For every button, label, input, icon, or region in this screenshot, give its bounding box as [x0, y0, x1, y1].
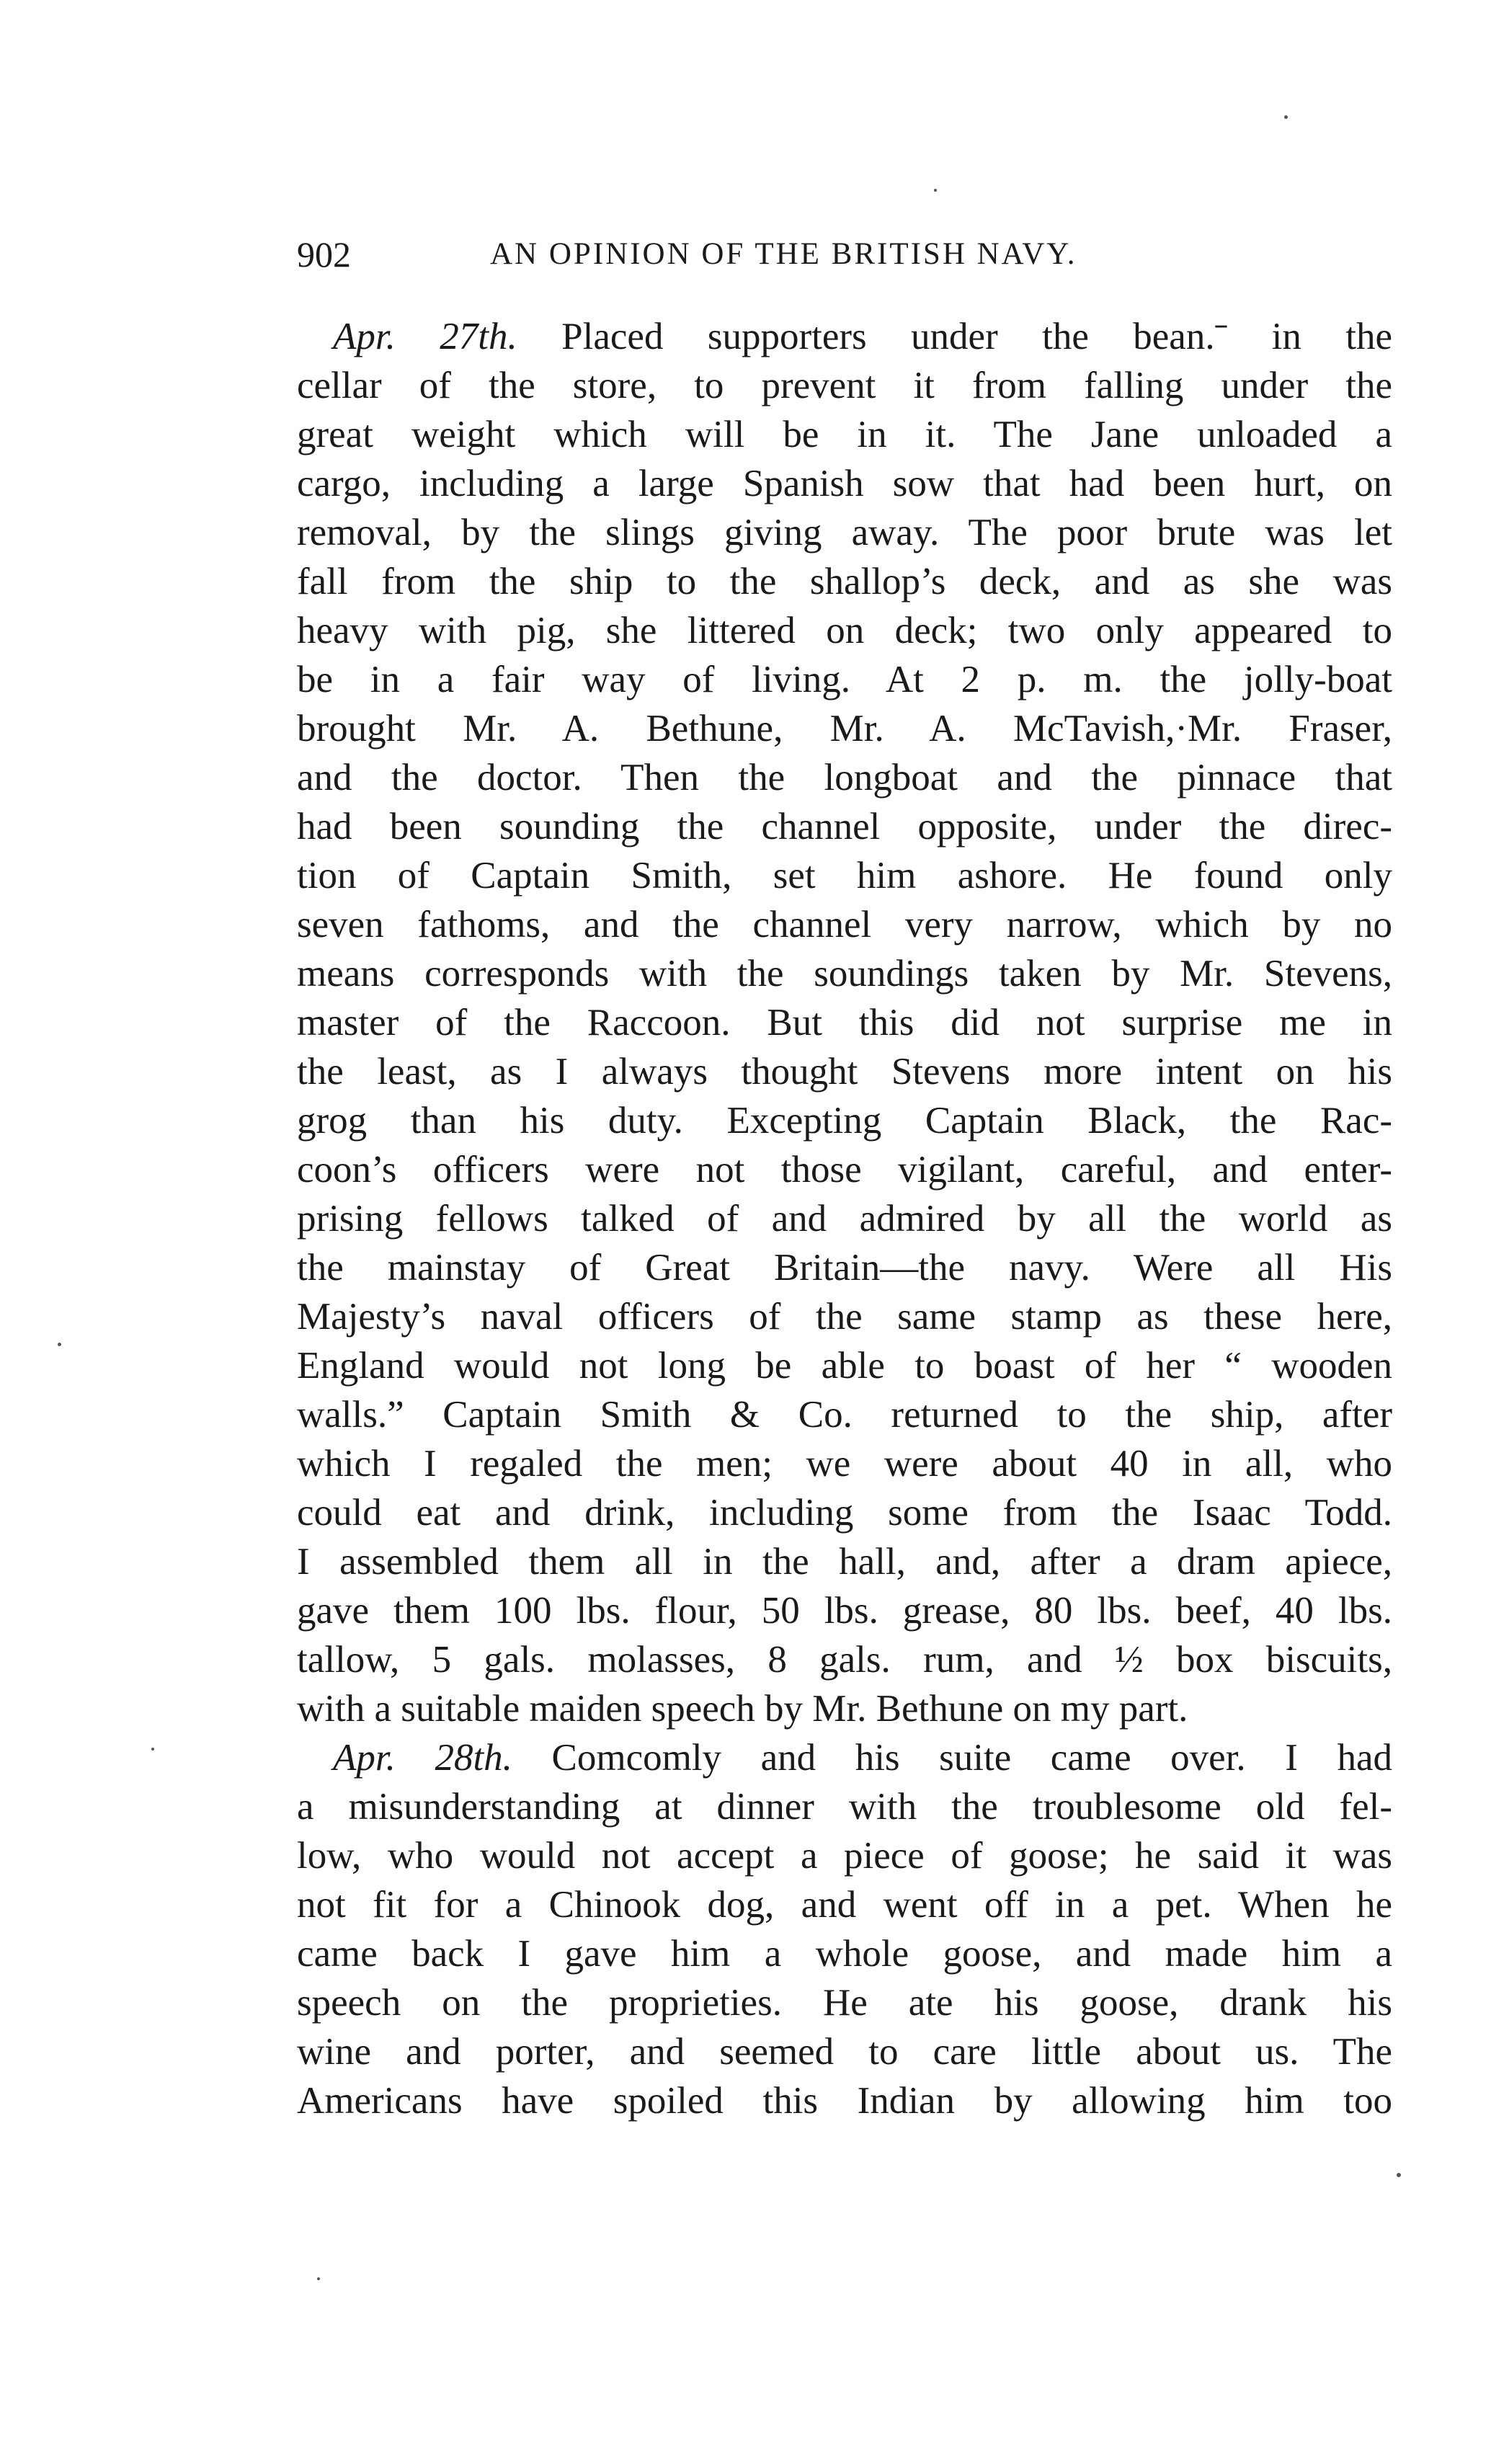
line-text: Comcomly and his suite came over. I had: [512, 1737, 1392, 1779]
entry-date: Apr. 27th.: [333, 316, 517, 357]
text-line: [297, 557, 1392, 606]
line-text: cellar of the store, to prevent it from falling under the: [297, 365, 1392, 406]
text-line: [297, 949, 1392, 998]
scan-speck: [934, 189, 937, 192]
text-line: [297, 1390, 1392, 1439]
text-line: [297, 361, 1392, 410]
line-text: prising fellows talked of and admired by all the world as: [297, 1198, 1392, 1240]
text-line: [297, 1292, 1392, 1341]
text-line: [297, 1243, 1392, 1292]
line-text: fall from the ship to the shallop’s deck, and as she was: [297, 561, 1392, 602]
line-text: Placed supporters under the bean.ˉ in the: [517, 316, 1392, 357]
line-text: Majesty’s naval officers of the same stamp as these here,: [297, 1296, 1392, 1338]
line-text: gave them 100 lbs. flour, 50 lbs. grease, 80 lbs. beef, 40 lbs.: [297, 1590, 1392, 1632]
text-line: [297, 1537, 1392, 1586]
line-text: and the doctor. Then the longboat and the pinnace that: [297, 757, 1392, 799]
line-text: England would not long be able to boast of her “ wooden: [297, 1345, 1392, 1387]
line-text: came back I gave him a whole goose, and made him a: [297, 1933, 1392, 1975]
text-line: [297, 410, 1392, 459]
line-text: not fit for a Chinook dog, and went off in a pet. When he: [297, 1884, 1392, 1926]
text-line: [297, 1341, 1392, 1390]
scan-speck: [1284, 115, 1288, 119]
text-line: [297, 1047, 1392, 1096]
scan-speck: [1397, 2173, 1401, 2177]
text-line: [297, 1831, 1392, 1880]
line-text: brought Mr. A. Bethune, Mr. A. McTavish,·Mr. Fraser,: [297, 708, 1392, 750]
text-line: [297, 1439, 1392, 1488]
text-line: [333, 312, 1392, 361]
running-title: AN OPINION OF THE BRITISH NAVY.: [490, 237, 1077, 271]
line-text: could eat and drink, including some from the Isaac Todd.: [297, 1492, 1392, 1534]
text-line: [297, 1978, 1392, 2027]
text-line: [297, 459, 1392, 508]
scan-speck: [151, 1748, 154, 1751]
text-line: [297, 1488, 1392, 1537]
line-text: removal, by the slings giving away. The poor brute was let: [297, 512, 1392, 553]
text-line: [297, 998, 1392, 1047]
line-text: a misunderstanding at dinner with the troublesome old fel-: [297, 1786, 1392, 1828]
text-line: [297, 1194, 1392, 1243]
line-text: cargo, including a large Spanish sow that had been hurt, on: [297, 463, 1392, 504]
line-text: master of the Raccoon. But this did not surprise me in: [297, 1002, 1392, 1044]
text-line: [297, 508, 1392, 557]
text-line: [297, 851, 1392, 900]
line-text: heavy with pig, she littered on deck; two only appeared to: [297, 610, 1392, 651]
text-line: [297, 1929, 1392, 1978]
line-text: great weight which will be in it. The Jane unloaded a: [297, 414, 1392, 455]
line-text: low, who would not accept a piece of goose; he said it was: [297, 1835, 1392, 1877]
line-text: Americans have spoiled this Indian by allowing him too: [297, 2080, 1392, 2122]
line-text: means corresponds with the soundings taken by Mr. Stevens,: [297, 953, 1392, 995]
text-line: [297, 1096, 1392, 1145]
entry-date: Apr. 28th.: [333, 1737, 512, 1779]
text-line: [297, 1586, 1392, 1635]
line-text: the mainstay of Great Britain—the navy. Were all His: [297, 1247, 1392, 1289]
scan-speck: [58, 1343, 61, 1346]
scan-speck: [317, 2277, 320, 2280]
line-text: tallow, 5 gals. molasses, 8 gals. rum, and ½ box biscuits,: [297, 1639, 1392, 1681]
page-number: 902: [297, 234, 351, 275]
text-line: [297, 802, 1392, 851]
line-text: wine and porter, and seemed to care little about us. The: [297, 2031, 1392, 2073]
line-text: with a suitable maiden speech by Mr. Bethune on my part.: [297, 1688, 1188, 1730]
text-line: [297, 2076, 1392, 2125]
line-text: speech on the proprieties. He ate his goose, drank his: [297, 1982, 1392, 2024]
line-text: which I regaled the men; we were about 40 in all, who: [297, 1443, 1392, 1485]
text-line: [297, 606, 1392, 655]
line-text: I assembled them all in the hall, and, after a dram apiece,: [297, 1541, 1392, 1583]
text-line: [297, 1145, 1392, 1194]
text-line: [297, 900, 1392, 949]
line-text: coon’s officers were not those vigilant, careful, and enter-: [297, 1149, 1392, 1191]
text-line: [297, 2027, 1392, 2076]
line-text: had been sounding the channel opposite, under the direc-: [297, 806, 1392, 848]
line-text: seven fathoms, and the channel very narrow, which by no: [297, 904, 1392, 946]
text-line: [297, 1635, 1392, 1684]
line-text: walls.” Captain Smith & Co. returned to the ship, after: [297, 1394, 1392, 1436]
text-line: [297, 704, 1392, 753]
text-line: [297, 1782, 1392, 1831]
text-line: [297, 655, 1392, 704]
text-line: [297, 753, 1392, 802]
running-head: [297, 229, 1392, 280]
line-text: tion of Captain Smith, set him ashore. He found only: [297, 855, 1392, 897]
line-text: grog than his duty. Excepting Captain Black, the Rac-: [297, 1100, 1392, 1142]
text-line: [333, 1733, 1392, 1782]
text-line: [297, 1880, 1392, 1929]
text-line: [297, 1684, 1392, 1733]
line-text: the least, as I always thought Stevens more intent on his: [297, 1051, 1392, 1093]
line-text: be in a fair way of living. At 2 p. m. the jolly-boat: [297, 659, 1392, 700]
